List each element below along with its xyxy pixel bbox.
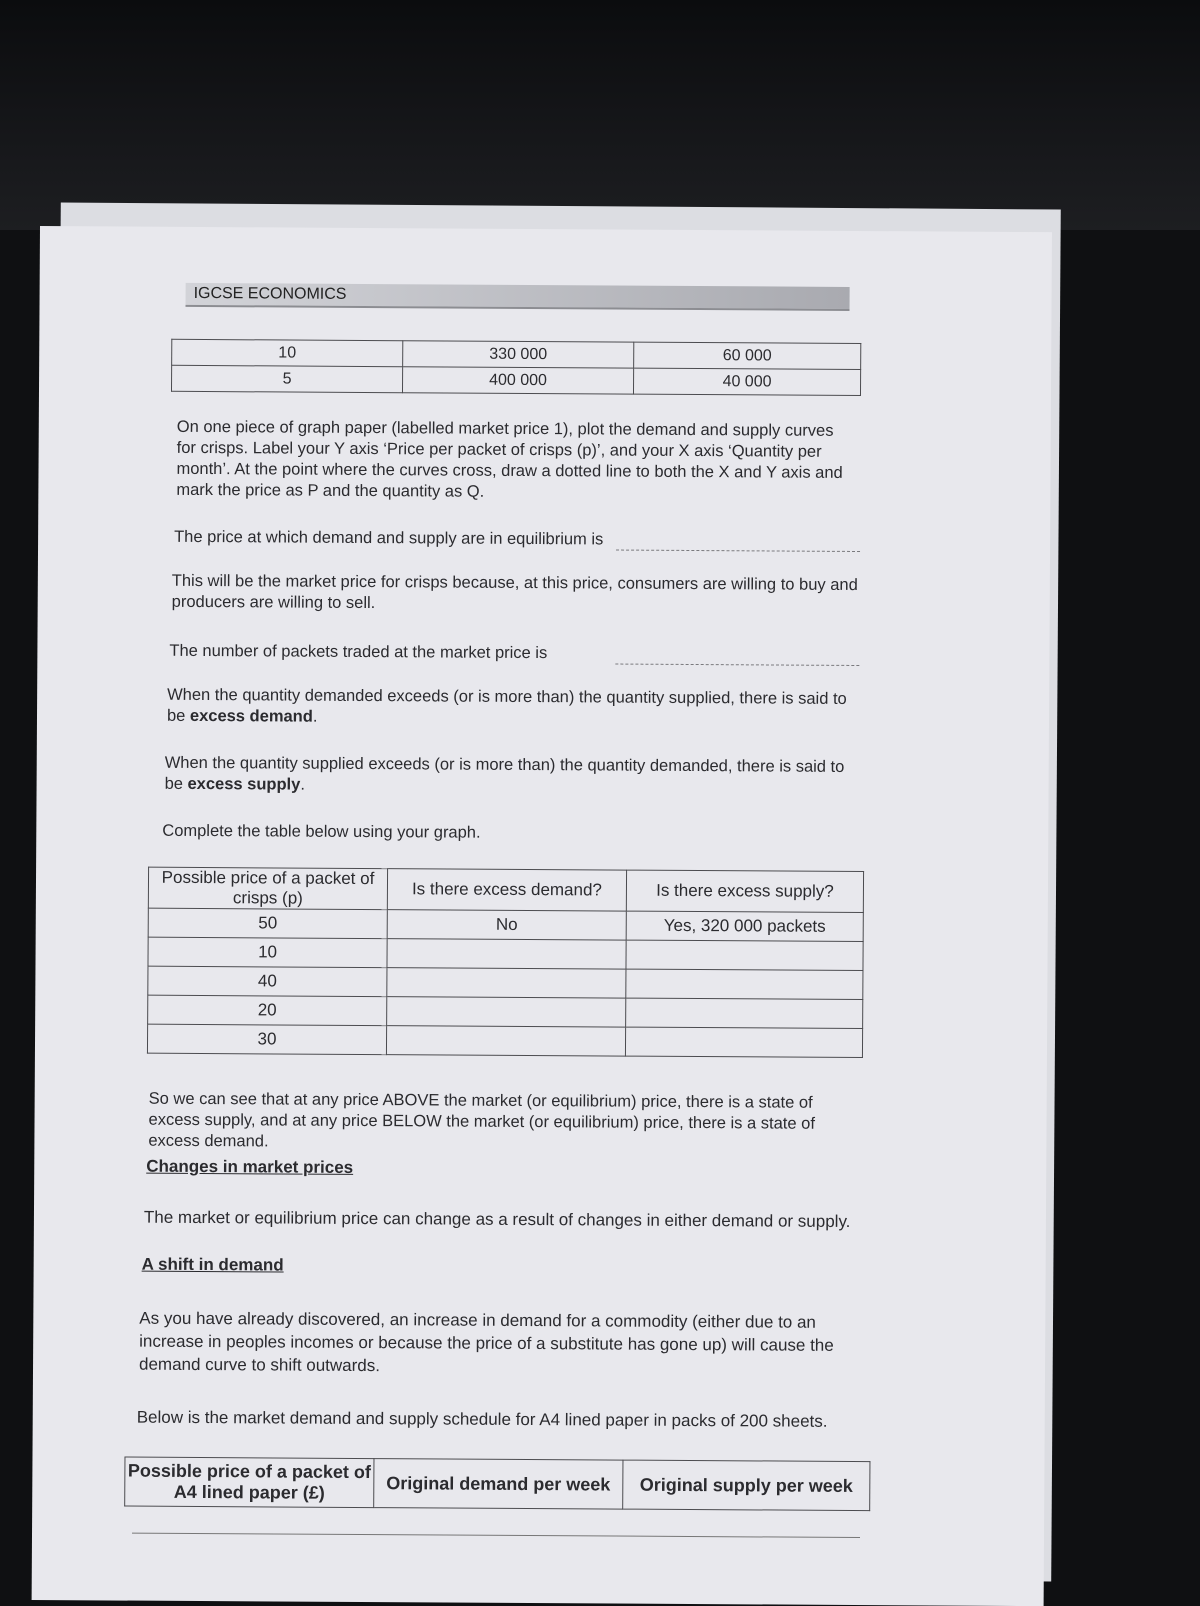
excess-demand-cell[interactable]: [386, 1026, 625, 1056]
excess-supply-term: excess supply: [187, 774, 301, 794]
excess-demand-cell[interactable]: [387, 939, 626, 969]
excess-supply-text: When the quantity supplied exceeds (or is more than) the quantity demanded, there is said to be: [164, 753, 845, 793]
worksheet-page: [32, 226, 1052, 1606]
table-row: [148, 937, 863, 970]
price-cell: 10: [148, 937, 387, 967]
table-row: [147, 1024, 862, 1057]
table-row: [148, 966, 863, 999]
instructions-paragraph: On one piece of graph paper (labelled market price 1), plot the demand and supply curves for crisps. Label your Y axis ‘Price per packet of crisps (p)’, and your X axis ‘Quantity per month’. At the point where the curves cross, draw a dotted line to both the X and Y axis and mark the price as P and the quantity as Q.: [176, 417, 843, 501]
excess-supply-cell[interactable]: Yes, 320 000 packets: [626, 911, 863, 941]
header-excess-demand: Is there excess demand?: [387, 869, 626, 911]
schedule-intro: Below is the market demand and supply schedule for A4 lined paper in packs of 200 sheets.: [136, 1407, 828, 1431]
bottom-rule: [132, 1533, 860, 1538]
header-price-a4: Possible price of a packet of A4 lined paper (£): [125, 1457, 374, 1508]
changes-heading: Changes in market prices: [146, 1156, 354, 1177]
header-original-demand: Original demand per week: [374, 1459, 623, 1510]
summary-paragraph: So we can see that at any price ABOVE the market (or equilibrium) price, there is a state of excess supply, and at any price BELOW the market (or equilibrium) price, there is a state of excess demand.: [148, 1089, 815, 1151]
excess-supply-cell[interactable]: [626, 940, 863, 970]
price-cell: 40: [148, 966, 387, 996]
price-cell: 20: [148, 995, 387, 1025]
top-table: [171, 339, 861, 396]
header-title: IGCSE ECONOMICS: [193, 284, 347, 303]
excess-supply-cell[interactable]: [626, 998, 863, 1028]
table-cell: 330 000: [403, 341, 634, 368]
answer-line-price[interactable]: [616, 550, 860, 552]
table-cell: 5: [171, 365, 402, 392]
table-row: [148, 908, 863, 941]
table-row: [171, 365, 860, 395]
excess-demand-paragraph: [167, 685, 857, 731]
header-excess-supply: Is there excess supply?: [626, 870, 863, 912]
price-cell: 30: [147, 1024, 386, 1054]
excess-supply-cell[interactable]: [625, 1027, 862, 1057]
excess-supply-paragraph: [165, 753, 855, 799]
table-header-row: [148, 867, 863, 912]
excess-demand-end: .: [312, 707, 318, 726]
table-header-row: [125, 1457, 870, 1511]
equilibrium-price-question: The price at which demand and supply are in equilibrium is: [174, 527, 604, 549]
excess-table: [147, 867, 864, 1058]
answer-line-quantity[interactable]: [615, 664, 859, 666]
table-cell: 400 000: [402, 367, 633, 394]
packets-traded-question: The number of packets traded at the market price is: [169, 641, 548, 663]
excess-demand-cell[interactable]: [387, 997, 626, 1027]
excess-demand-cell[interactable]: No: [387, 910, 626, 940]
excess-demand-text: When the quantity demanded exceeds (or is more than) the quantity supplied, there is said to be: [166, 685, 847, 725]
price-cell: 50: [148, 908, 387, 938]
excess-supply-cell[interactable]: [626, 969, 863, 999]
shift-heading: A shift in demand: [141, 1254, 284, 1275]
header-price: Possible price of a packet of crisps (p): [148, 867, 387, 909]
excess-demand-cell[interactable]: [387, 968, 626, 998]
a4-paper-table: [124, 1457, 870, 1512]
excess-supply-end: .: [300, 775, 306, 794]
market-price-paragraph: This will be the market price for crisps because, at this price, consumers are willing to buy and producers are willing to sell.: [171, 571, 858, 613]
header-original-supply: Original supply per week: [623, 1460, 870, 1511]
table-cell: 40 000: [633, 368, 860, 395]
table-cell: 60 000: [634, 342, 861, 369]
table-cell: 10: [172, 339, 403, 366]
complete-table-prompt: Complete the table below using your graph.: [162, 821, 481, 842]
dark-background: [0, 0, 1200, 230]
changes-paragraph: The market or equilibrium price can change as a result of changes in either demand or supply.: [143, 1207, 851, 1231]
header-bar: [186, 283, 850, 311]
excess-demand-term: excess demand: [189, 706, 313, 726]
table-row: [148, 995, 863, 1028]
shift-paragraph: As you have already discovered, an increase in demand for a commodity (either due to an increase in peoples incomes or because the price of a substitute has gone up) will cause the demand curve to shift outwards.: [138, 1308, 834, 1376]
